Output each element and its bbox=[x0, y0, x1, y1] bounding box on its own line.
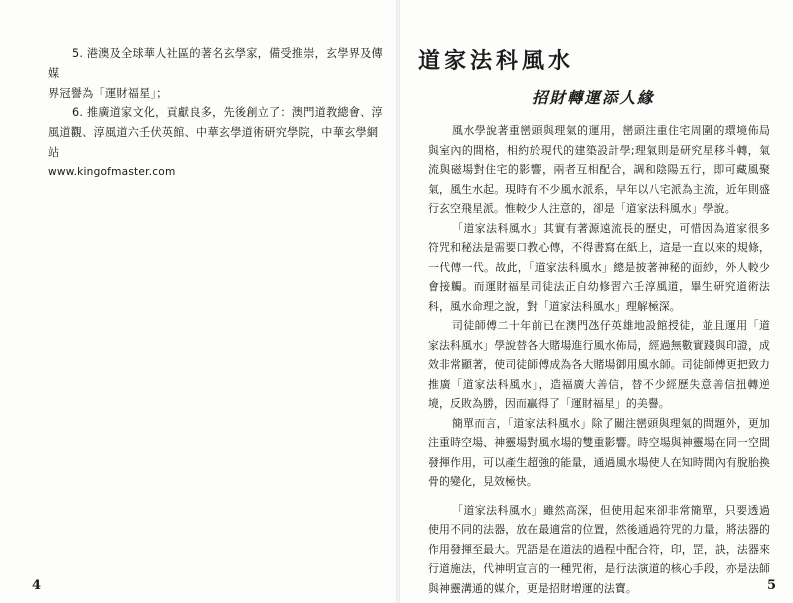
body-paragraph-5: 「道家法科風水」雖然高深，但使用起來卻非常簡單，只要透過使用不同的法器，放在最適當的位置，然後通過符咒的力量，將法器的作用發揮至最大。咒語是在道法的過程中配合符，印，罡，訣，法器來行道施法，代神明宣言的一種咒術，是行法演道的核心手段，亦是法師與神靈溝通的媒介，更是招財增運的法寶。 bbox=[428, 503, 770, 595]
chapter-subtitle: 招財轉運添人緣 bbox=[532, 88, 655, 107]
right-page-body bbox=[428, 121, 770, 598]
left-page bbox=[0, 0, 396, 603]
website-url: www.kingofmaster.com bbox=[48, 165, 176, 178]
chapter-title: 道家法科風水 bbox=[418, 48, 575, 74]
page-number-left: 4 bbox=[32, 578, 42, 593]
item-5-line-2: 界冠譽為「運財福星」； bbox=[48, 86, 168, 100]
body-paragraph-2: 「道家法科風水」其實有著源遠流長的歷史，可惜因為道家很多符咒和秘法是需要口教心傳，不得書寫在紙上，這是一直以來的規條，一代傳一代。故此，「道家法科風水」總是披著神秘的面紗，外人較少會接觸。而運財福星司徒法正自幼修習六壬淳風道，畢生研究道術法科，風水命理之說，對「道家法科風水」理解極深。 bbox=[428, 221, 770, 313]
item-6-line-1: 6. 推廣道家文化，貢獻良多，先後創立了：澳門道教總會、淳 bbox=[72, 106, 383, 120]
page-number-right: 5 bbox=[767, 578, 777, 593]
item-6-line-2: 風道觀、淳風道六壬伏英館、中華玄學道術研究學院，中華玄學網站 bbox=[48, 126, 379, 159]
item-5-line-1: 5. 港澳及全球華人社區的著名玄學家，備受推崇，玄學界及傳媒 bbox=[48, 47, 383, 80]
body-paragraph-3: 司徒師傅二十年前已在澳門氹仔英雄地設館授徒，並且運用「道家法科風水」學說替各大賭場進行風水佈局，經過無數實踐與印證，成效非常顯著，使司徒師傅成為各大賭場御用風水師。司徒師傅更把致力推廣「道家法科風水」，造福廣大善信，替不少經歷失意善信扭轉逆境，反敗為勝，因而贏得了「運財福星」的美譽。 bbox=[428, 319, 770, 410]
body-paragraph-4: 簡單而言，「道家法科風水」除了關注巒頭與理氣的問題外，更加注重時空場、神靈場對風水場的雙重影響。時空場與神靈場在同一空間發揮作用，可以產生超強的能量，通過風水場使人在知時間內有脫胎換骨的變化，見效極快。 bbox=[428, 416, 770, 488]
body-paragraph-1: 風水學說著重巒頭與理氣的運用，巒頭注重住宅周圍的環境佈局與室內的間格，相約於現代的建築設計學;理氣則是研究星移斗轉，氣流與磁場對住宅的影響，兩者互相配合，調和陰陽五行，即可藏風聚氣，風生水起。現時有不少風水派系，早年以八宅派為主流，近年則盛行玄空飛星派。惟較少人注意的，卻是「道家法科風水」學說。 bbox=[428, 124, 770, 215]
left-page-text bbox=[48, 44, 384, 183]
